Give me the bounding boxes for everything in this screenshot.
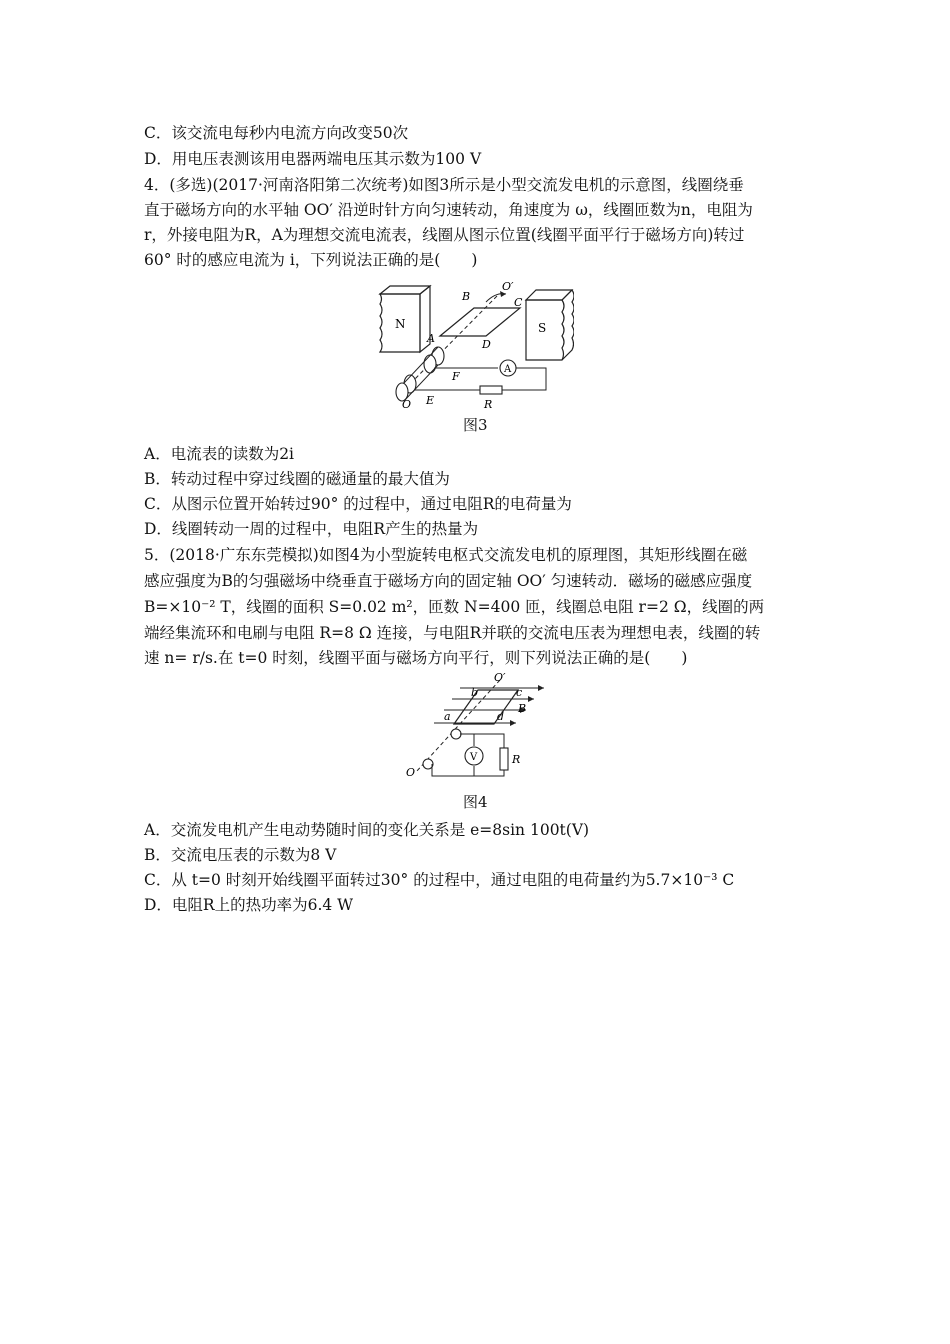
label-o: O (402, 398, 412, 410)
q3-option-d: D．用电压表测该用电器两端电压其示数为100 V (144, 150, 482, 168)
label-r: R (484, 398, 493, 410)
magnet-s-side (562, 290, 574, 360)
axis-oo (416, 680, 500, 772)
label-d: D (482, 338, 491, 351)
label-b: B (462, 290, 471, 303)
label-r: R (512, 753, 521, 766)
field-arrow-2 (528, 696, 534, 702)
q4-stem-line-3: r，外接电阻为R，A为理想交流电流表，线圈从图示位置(线圈平面平行于磁场方向)转过 (144, 226, 745, 244)
wire-bottom (432, 764, 504, 776)
label-e: E (426, 394, 435, 407)
q4-option-d: D．线圈转动一周的过程中，电阻R产生的热量为 (144, 520, 479, 538)
q4-option-c: C．从图示位置开始转过90° 的过程中，通过电阻R的电荷量为 (144, 495, 572, 513)
field-arrow-4 (510, 720, 516, 726)
q4-option-b: B．转动过程中穿过线圈的磁通量的最大值为 (144, 470, 450, 488)
field-arrow-1 (538, 685, 544, 691)
coil (454, 690, 518, 724)
magnet-n-top (380, 286, 430, 294)
label-n: N (395, 317, 406, 331)
q5-option-a: A．交流发电机产生电动势随时间的变化关系是 e=8sin 100t(V) (144, 821, 590, 839)
label-d: d (497, 710, 505, 723)
label-o-prime: O′ (494, 672, 506, 684)
q4-stem-line-2: 直于磁场方向的水平轴 OO′ 沿逆时针方向匀速转动，角速度为 ω，线圈匝数为n，电阻为 (144, 201, 753, 219)
q3-option-c: C．该交流电每秒内电流方向改变50次 (144, 124, 409, 142)
figure-3-caption: 图3 (463, 416, 488, 434)
voltmeter-label: V (470, 752, 478, 763)
resistor-r (500, 748, 508, 770)
label-s: S (538, 321, 547, 335)
label-b-field: B (518, 702, 527, 715)
magnet-s-top (526, 290, 572, 300)
label-o-prime: O′ (502, 280, 514, 293)
q5-stem-line-4: 端经集流环和电刷与电阻 R=8 Ω 连接，与电阻R并联的交流电压表为理想电表，线圈的转 (144, 624, 761, 642)
wire-top (460, 734, 504, 748)
label-c: C (514, 296, 523, 309)
label-a: a (444, 710, 451, 723)
figure-3-generator-diagram (378, 276, 574, 410)
q5-stem-line-3: B=×10⁻² T，线圈的面积 S=0.02 m²，匝数 N=400 匝，线圈总电阻 r=2 Ω，线圈的两 (144, 598, 765, 616)
label-a: A (427, 332, 435, 345)
q5-option-b: B．交流电压表的示数为8 V (144, 846, 337, 864)
figure-4-caption: 图4 (463, 793, 488, 811)
figure-4-generator-diagram (404, 672, 552, 784)
q5-option-c: C．从 t=0 时刻开始线圈平面转过30° 的过程中，通过电阻的电荷量约为5.7×10⁻³ C (144, 871, 735, 889)
coil (440, 308, 520, 336)
label-b: b (471, 686, 479, 699)
q5-stem-line-5: 速 n= r/s.在 t=0 时刻，线圈平面与磁场方向平行，则下列说法正确的是( ) (144, 649, 688, 667)
slip-ring-f (424, 355, 436, 373)
slip-ring-1 (451, 729, 461, 739)
q5-stem-line-1: 5．(2018·广东东莞模拟)如图4为小型旋转电枢式交流发电机的原理图，其矩形线圈在磁 (144, 546, 748, 564)
q5-stem-line-2: 感应强度为B的匀强磁场中绕垂直于磁场方向的固定轴 OO′ 匀速转动．磁场的磁感应强度 (144, 572, 753, 590)
label-o: O (406, 766, 416, 779)
ammeter-label: A (504, 364, 512, 375)
label-c: c (516, 686, 523, 699)
resistor-r (480, 386, 502, 394)
q4-option-a: A．电流表的读数为2i (144, 445, 295, 463)
q5-option-d: D．电阻R上的热功率为6.4 W (144, 896, 354, 914)
q4-stem-line-1: 4．(多选)(2017·河南洛阳第二次统考)如图3所示是小型交流发电机的示意图，线圈绕垂 (144, 176, 744, 194)
label-f: F (452, 370, 460, 383)
q4-stem-line-4: 60° 时的感应电流为 i，下列说法正确的是( ) (144, 251, 478, 269)
